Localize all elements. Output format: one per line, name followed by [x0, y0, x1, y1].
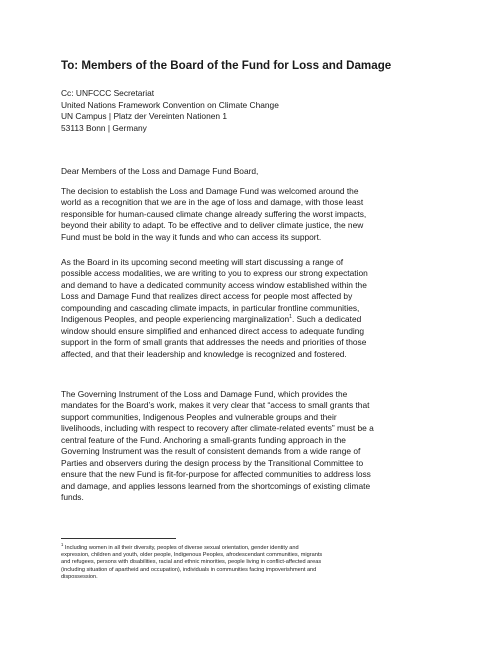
paragraph-line: and damage, and applies lessons learned from the shortcomings of existing climate — [61, 480, 371, 491]
footnote — [61, 542, 446, 581]
paragraph-line: The Governing Instrument of the Loss and Damage Fund, which provides the — [61, 389, 348, 399]
footnote-line: (including situation of apartheid and occupation), individuals in communities facing impoverishment and — [61, 566, 317, 573]
letter-title: To: Members of the Board of the Fund for Loss and Damage — [61, 59, 392, 72]
paragraph-1 — [61, 186, 446, 243]
paragraph-line: Loss and Damage Fund that realizes direct access for people most affected by — [61, 291, 353, 302]
paragraph-line: and demand to have a dedicated community access window established within the — [61, 279, 367, 290]
paragraph-line: responsible for human-caused climate change already suffering the worst impacts, — [61, 208, 367, 219]
paragraph-line: possible access modalities, we are writing to you to express our strong expectation — [61, 268, 368, 279]
footnote-line: expression, children and youth, older people, Indigenous Peoples, afrodescendant communities, migrants — [61, 552, 323, 559]
paragraph-line: ensure that the new Fund is fit-for-purpose for affected communities to address loss — [61, 469, 371, 480]
address-line: Cc: UNFCCC Secretariat — [61, 88, 155, 98]
address-line: 53113 Bonn | Germany — [61, 122, 147, 133]
paragraph-line: Fund must be bold in the way it funds and who can access its support. — [61, 231, 322, 242]
paragraph-line: beyond their ability to adapt. To be effective and to deliver climate justice, the new — [61, 220, 364, 231]
paragraph-line: support in the form of small grants that addresses the needs and priorities of those — [61, 337, 367, 348]
paragraph-line: compounding and cascading climate impacts, in particular frontline communities, — [61, 302, 360, 313]
paragraph-line: support communities, Indigenous Peoples and vulnerable groups and their — [61, 411, 337, 422]
footnote-number: 1 — [61, 542, 64, 548]
paragraph-line: Governing Instrument was the result of consistent demands from a wide range of — [61, 446, 361, 457]
paragraph-line: world as a recognition that we are in the age of loss and damage, with those least — [61, 197, 364, 208]
footnote-line: and refugees, persons with disabilities, racial and ethnic minorities, people living in conflict-affected areas — [61, 559, 322, 566]
footnote-reference: 1 — [289, 314, 292, 321]
paragraph-line-text: Indigenous Peoples, and people experiencing marginalization — [61, 314, 290, 325]
address-line: UN Campus | Platz der Vereinten Nationen 1 — [61, 111, 228, 121]
footnote-line: dispossession. — [61, 573, 98, 580]
paragraph-2 — [61, 257, 446, 360]
address-line: United Nations Framework Convention on Climate Change — [61, 99, 279, 110]
paragraph-line: Parties and observers during the design process by the Transitional Committee to — [61, 457, 364, 468]
paragraph-line: central feature of the Fund. Anchoring a small-grants funding approach in the — [61, 434, 346, 445]
paragraph-line-with-footnote — [61, 314, 446, 325]
paragraph-line: mandates for the Board’s work, makes it very clear that “access to small grants that — [61, 400, 370, 411]
paragraph-line-tail: . Such a dedicated — [291, 314, 362, 325]
paragraph-3 — [61, 389, 446, 504]
cc-address-block — [61, 88, 461, 134]
paragraph-line: window should ensure simplified and enhanced direct access to adequate funding — [61, 325, 365, 336]
paragraph-line: funds. — [61, 492, 84, 503]
paragraph-line: livelihoods, including with respect to recovery after climate-related events” must be a — [61, 423, 374, 434]
footnote-line-text: Including women in all their diversity, peoples of diverse sexual orientation, gender identity and — [63, 545, 299, 551]
salutation: Dear Members of the Loss and Damage Fund Board, — [61, 166, 259, 176]
paragraph-line: affected, and that their leadership and knowledge is recognized and fostered. — [61, 348, 347, 359]
paragraph-line: The decision to establish the Loss and Damage Fund was welcomed around the — [61, 186, 359, 196]
paragraph-line: As the Board in its upcoming second meeting will start discussing a range of — [61, 257, 344, 267]
footnote-divider — [61, 538, 176, 539]
footnote-line-with-number — [61, 542, 446, 552]
